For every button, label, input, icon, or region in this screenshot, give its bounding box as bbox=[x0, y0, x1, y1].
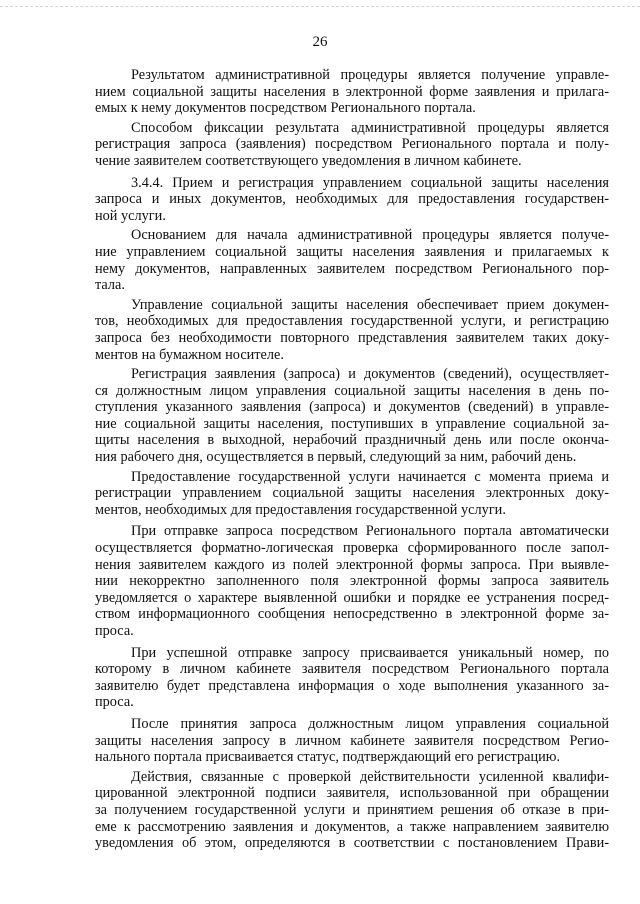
text-line: Предоставление государственной услуги начинается с момента приема и bbox=[131, 468, 609, 485]
paragraph bbox=[95, 67, 609, 117]
text-line: ством информационного сообщения непосредственно в электронной форме за- bbox=[95, 606, 609, 623]
text-line: После принятия запроса должностным лицом управления социальной bbox=[131, 715, 609, 732]
page-number: 26 bbox=[312, 34, 328, 50]
paragraph bbox=[95, 297, 609, 363]
text-line: нием социальной защиты населения в электронной форме заявления и прилага- bbox=[95, 83, 609, 100]
text-line: запроса и иных документов, необходимых для предоставления государствен- bbox=[95, 191, 609, 208]
text-line: уведомления об этом, определяются в соответствии с постановлением Прави- bbox=[95, 835, 609, 852]
text-line: Результатом административной процедуры является получение управле- bbox=[131, 67, 609, 83]
document-body bbox=[95, 67, 609, 852]
paragraph bbox=[95, 366, 609, 466]
text-line: щиты населения в выходной, нерабочий праздничный день или после оконча- bbox=[95, 432, 609, 449]
paragraph bbox=[95, 716, 609, 766]
text-line: защиты населения запросу в личном кабинете заявителя посредством Регио- bbox=[95, 732, 609, 749]
text-line: осуществляется форматно-логическая проверка сформированного после запол- bbox=[95, 540, 609, 557]
text-line: заявителю будет представлена информация о ходе выполнения указанного за- bbox=[95, 677, 609, 694]
text-line: Управление социальной защиты населения обеспечивает прием докумен- bbox=[131, 296, 609, 313]
text-line: нения заявителем каждого из полей электронной формы запроса. При выявле- bbox=[95, 556, 609, 573]
paragraph bbox=[95, 120, 609, 170]
text-line: Регистрация заявления (запроса) и документов (сведений), осуществляет- bbox=[131, 366, 609, 383]
text-line: цированной электронной подписи заявителя, использованной при обращении bbox=[95, 785, 609, 802]
text-line: чение заявителем соответствующего уведомления в личном кабинете. bbox=[95, 152, 522, 169]
text-line: Основанием для начала административной процедуры является получе- bbox=[131, 227, 609, 244]
text-line: запроса без необходимости повторного представления заявителем таких доку- bbox=[95, 329, 609, 346]
text-line: проса. bbox=[95, 694, 134, 711]
text-line: уведомляется о характере выявленной ошибки и порядке ее устранения посред- bbox=[95, 589, 609, 606]
text-line: Способом фиксации результата административной процедуры является bbox=[131, 119, 609, 136]
paragraph bbox=[95, 645, 609, 711]
text-line: нии некорректно заполненного поля электронной формы запроса заявитель bbox=[95, 573, 609, 590]
text-line: ментов, необходимых для предоставления государственной услуги. bbox=[95, 501, 506, 518]
text-line: ся должностным лицом управления социальной защиты населения в день по- bbox=[95, 382, 609, 399]
text-line: за получением государственной услуги и принятием решения об отказе в при- bbox=[95, 801, 609, 818]
paragraph bbox=[95, 769, 609, 852]
text-line: При успешной отправке запросу присваивается уникальный номер, по bbox=[131, 644, 609, 661]
text-line: ной услуги. bbox=[95, 207, 166, 224]
text-line: ступления указанного заявления (запроса) и документов (сведений) в управле- bbox=[95, 399, 609, 416]
text-line: которому в личном кабинете заявителя посредством Регионального портала bbox=[95, 661, 609, 678]
text-line: ментов на бумажном носителе. bbox=[95, 346, 284, 363]
paragraph bbox=[95, 227, 609, 293]
text-line: нального портала присваивается статус, подтверждающий его регистрацию. bbox=[95, 749, 561, 766]
paragraph bbox=[95, 469, 609, 519]
text-line: тала. bbox=[95, 277, 125, 294]
paragraph bbox=[95, 523, 609, 639]
text-line: емых к нему документов посредством Регионального портала. bbox=[95, 100, 476, 117]
text-line: ния рабочего дня, осуществляется в первый, следующий за ним, рабочий день. bbox=[95, 449, 577, 466]
text-line: регистрации управлением социальной защиты населения электронных доку- bbox=[95, 485, 609, 502]
text-line: тов, необходимых для предоставления государственной услуги, и регистрацию bbox=[95, 313, 609, 330]
text-line: проса. bbox=[95, 623, 134, 639]
text-line: ние управлением социальной защиты населения заявления и прилагаемых к bbox=[95, 243, 609, 260]
text-line: нему документов, направленных заявителем посредством Регионального пор- bbox=[95, 260, 609, 277]
text-line: еме к рассмотрению заявления и документов, а также направлением заявителю bbox=[95, 818, 609, 835]
text-line: регистрация запроса (заявления) посредством Регионального портала и полу- bbox=[95, 136, 609, 153]
paragraph bbox=[95, 175, 609, 225]
text-line: Действия, связанные с проверкой действительности усиленной квалифи- bbox=[131, 768, 609, 785]
text-line: При отправке запроса посредством Регионального портала автоматически bbox=[131, 523, 609, 540]
text-line: 3.4.4. Прием и регистрация управлением социальной защиты населения bbox=[131, 174, 609, 191]
text-line: ние социальной защиты населения, поступивших в управление социальной за- bbox=[95, 415, 609, 432]
scan-top-edge bbox=[0, 6, 640, 7]
